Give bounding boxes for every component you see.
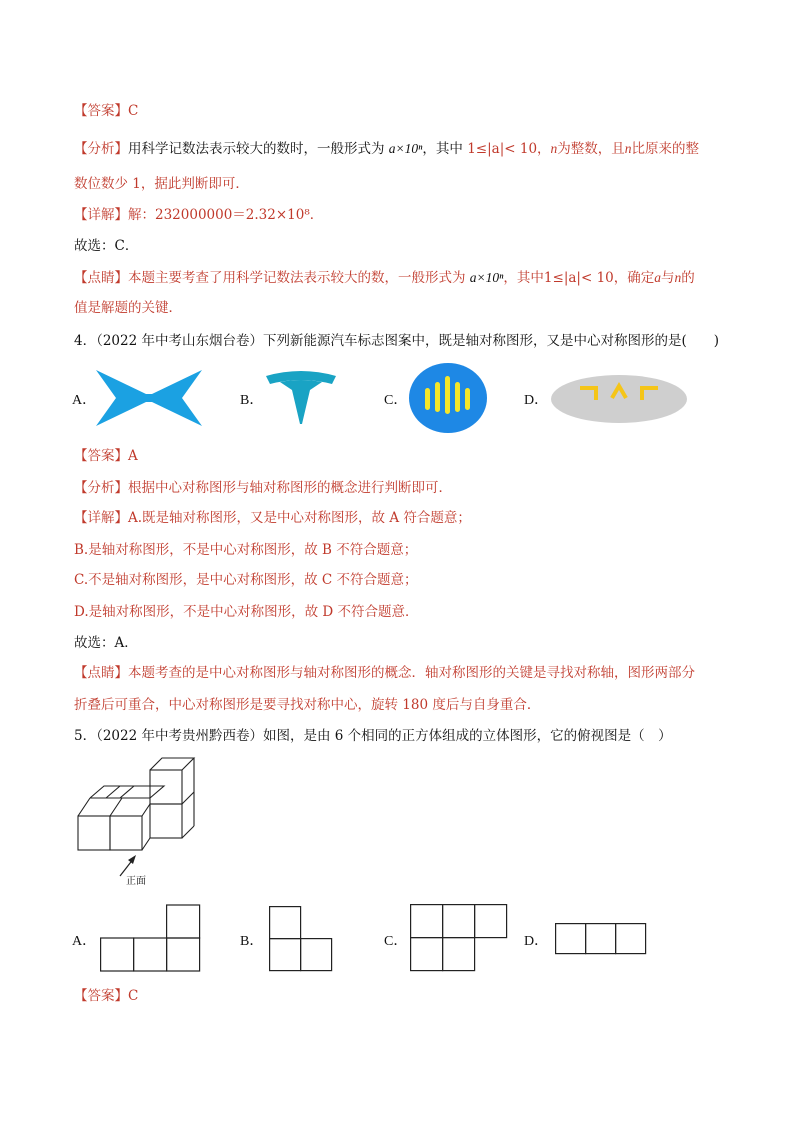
logo-a-left-wing (96, 370, 146, 426)
q3-analysis (74, 139, 699, 159)
logo-a-center (146, 394, 152, 402)
q3-comment-line2: 值是解题的关键． (74, 300, 182, 316)
logo-c-bar (455, 382, 460, 412)
q5-option-a-label: A． (72, 934, 97, 949)
q5-view-c (410, 904, 510, 972)
variable-a: a (654, 270, 661, 285)
q4-detail-c: C.不是轴对称图形，是中心对称图形，故 C 不符合题意； (74, 572, 418, 588)
detail-text: 解：232000000＝2.32×10⁸． (128, 207, 324, 223)
detail-tag: 【详解】 (74, 510, 128, 526)
comment-text: 与 (661, 270, 675, 286)
q5-option-d-label: D． (524, 934, 549, 949)
q4-option-a-label: A． (72, 393, 97, 408)
q4-comment-line2: 折叠后可重合，中心对称图形是要寻找对称中心，旋转 180 度后与自身重合． (74, 697, 541, 713)
variable-n: n (624, 141, 632, 156)
analysis-text: 用科学记数法表示较大的数时，一般形式为 (128, 141, 385, 157)
front-label: 正面 (126, 876, 146, 887)
logo-a-right-wing (152, 370, 202, 426)
q3-answer (74, 101, 138, 121)
comment-tag: 【点睛】 (74, 665, 128, 681)
q4-detail-d: D.是轴对称图形，不是中心对称图形，故 D 不符合题意． (74, 604, 419, 620)
cube-front-face (110, 816, 142, 850)
q5-option-c-label: C． (384, 934, 408, 949)
comment-tag: 【点睛】 (74, 270, 128, 286)
q4-answer (74, 446, 138, 466)
cube-front-face (150, 770, 182, 804)
q4-detail-b: B.是轴对称图形，不是中心对称图形，故 B 不符合题意； (74, 542, 418, 558)
comment-text: 本题主要考查了用科学记数法表示较大的数，一般形式为 (128, 270, 466, 286)
answer-tag: 【答案】 (74, 448, 128, 464)
q4-analysis (74, 478, 452, 498)
comment-text: ，其中 (503, 270, 544, 286)
comment-text: 的 (681, 270, 695, 286)
logo-b-stem (280, 380, 322, 424)
q4-detail (74, 508, 471, 528)
formula: a×10ⁿ (388, 141, 423, 156)
q4-choose: 故选：A． (74, 635, 138, 651)
range-expression: 1≤|a|< 10， (467, 141, 551, 157)
analysis-text: ，其中 (422, 141, 463, 157)
q5-answer (74, 986, 138, 1006)
variable-n: n (550, 141, 558, 156)
answer-value: A (128, 448, 138, 464)
answer-tag: 【答案】 (74, 988, 128, 1004)
q5-option-b-label: B． (240, 934, 264, 949)
analysis-tag: 【分析】 (74, 480, 128, 496)
q5-view-b (269, 906, 335, 972)
q3-analysis-line2: 数位数少 1，据此判断即可． (74, 176, 249, 192)
cube-front-face (150, 804, 182, 838)
cube-front-face (78, 816, 110, 850)
variable-n: n (674, 270, 682, 285)
answer-value: C (128, 988, 139, 1004)
analysis-text: 为整数，且 (557, 141, 625, 157)
q4-option-d-label: D． (524, 393, 549, 408)
logo-c-bar (435, 382, 440, 412)
answer-tag: 【答案】 (74, 103, 128, 119)
detail-text: A.既是轴对称图形，又是中心对称图形，故 A 符合题意； (128, 510, 471, 526)
q5-solid-figure (76, 764, 200, 888)
range-expression: 1≤|a|< 10，确定 (543, 270, 655, 286)
q4-logo-b (266, 372, 336, 426)
q4-question: 4．（2022 年中考山东烟台卷）下列新能源汽车标志图案中，既是轴对称图形，又是中心对称图形的是( ) (74, 333, 720, 349)
q3-choose: 故选：C． (74, 238, 139, 254)
q5-question: 5．（2022 年中考贵州黔西卷）如图，是由 6 个相同的正方体组成的立体图形，它的俯视图是（ ） (74, 728, 672, 744)
q4-option-c-label: C． (384, 393, 408, 408)
analysis-text: 比原来的整 (631, 141, 700, 157)
q4-logo-a (96, 370, 202, 426)
q4-comment (74, 663, 695, 683)
formula: a×10ⁿ (469, 270, 504, 285)
q4-logo-c (408, 362, 488, 434)
logo-c-bar (445, 376, 450, 414)
analysis-tag: 【分析】 (74, 141, 128, 157)
analysis-text: 根据中心对称图形与轴对称图形的概念进行判断即可． (128, 480, 452, 496)
q4-logo-d (550, 374, 688, 424)
q5-view-a (100, 904, 202, 972)
q3-detail (74, 205, 323, 225)
answer-value: C (128, 103, 139, 119)
logo-c-bar (465, 388, 470, 410)
comment-text: 本题考查的是中心对称图形与轴对称图形的概念．轴对称图形的关键是寻找对称轴，图形两部分 (128, 665, 695, 681)
q3-comment (74, 268, 695, 288)
q5-view-d (555, 923, 649, 955)
detail-tag: 【详解】 (74, 207, 128, 223)
logo-c-bar (425, 388, 430, 410)
q4-option-b-label: B． (240, 393, 264, 408)
